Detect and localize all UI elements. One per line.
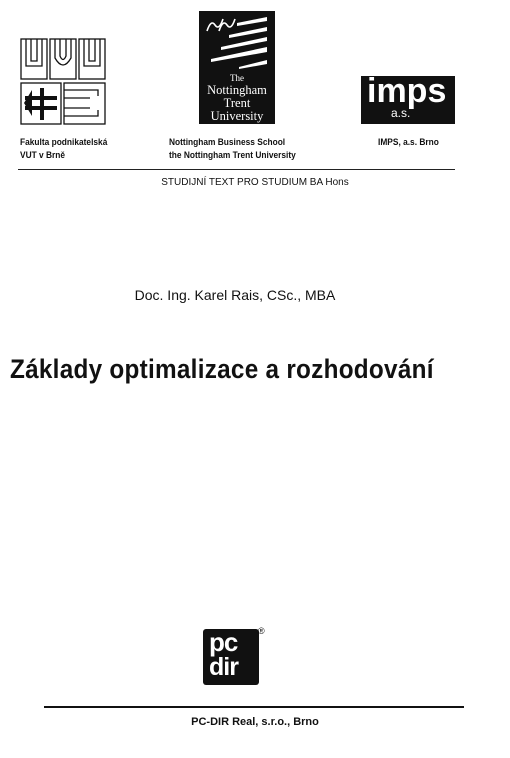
pc-dir-logo-top: pc [209,627,238,657]
ntu-logo-the: The [230,73,244,83]
ntu-caption-line2: the Nottingham Trent University [169,150,296,161]
imps-caption: IMPS, a.s. Brno [378,137,439,148]
pc-dir-logo-bottom: dir [209,653,238,681]
pc-dir-logo [203,629,259,685]
header-divider [18,169,455,170]
ntu-caption-line1: Nottingham Business School [169,137,286,148]
vut-logo [20,38,106,126]
ntu-logo-line1: Nottingham [207,83,267,97]
ntu-logo-line2: Trent [223,96,251,110]
document-title: Základy optimalizace a rozhodování [10,354,434,384]
imps-logo-word: imps [367,72,447,110]
ntu-logo-text [199,73,275,123]
vut-caption-line1: Fakulta podnikatelská [20,137,108,148]
vut-emblem-graphic [20,38,106,126]
ntu-logo-line3: University [210,109,264,123]
registered-mark: ® [258,626,265,636]
publisher-name: PC-DIR Real, s.r.o., Brno [191,716,319,728]
imps-logo [361,72,455,124]
vut-caption [20,136,107,162]
ntu-caption [169,136,296,162]
ntu-stripes-graphic [199,11,275,71]
author-name: Doc. Ing. Karel Rais, CSc., MBA [134,287,336,303]
footer-divider [44,706,464,708]
imps-logo-suffix: a.s. [391,106,411,120]
vut-caption-line2: VUT v Brně [20,150,66,161]
nottingham-trent-university-logo [199,11,275,124]
study-text: STUDIJNÍ TEXT PRO STUDIUM BA Hons [161,177,349,188]
